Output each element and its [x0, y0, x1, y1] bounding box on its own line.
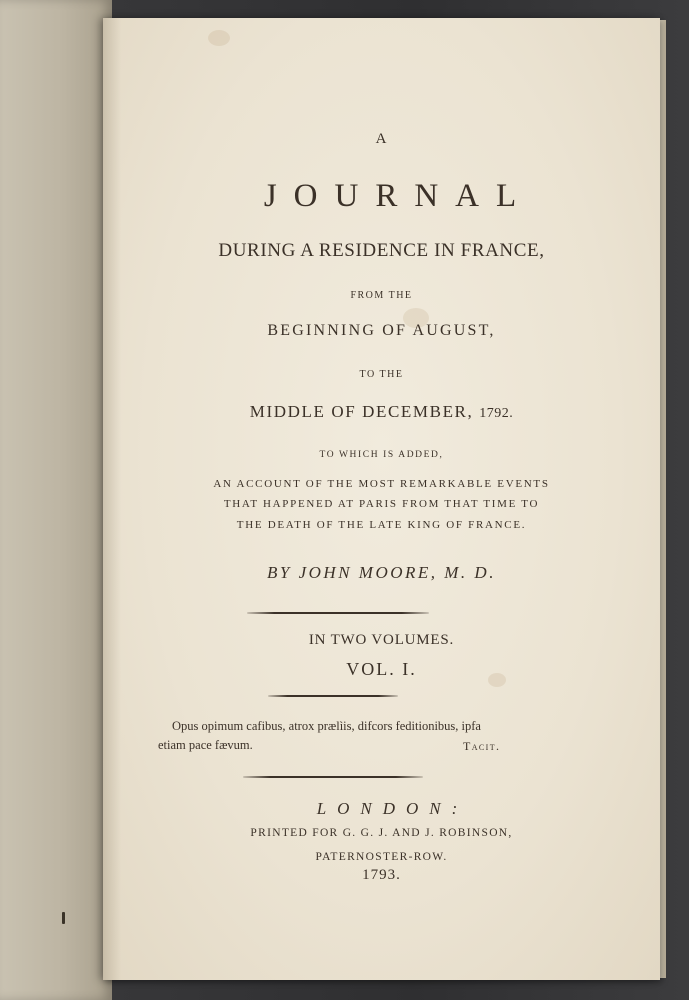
volume-number: VOL. I.	[346, 659, 417, 679]
imprint-city: LONDON:	[316, 799, 469, 818]
middle-year: 1792.	[479, 406, 514, 421]
divider-rule	[268, 695, 398, 697]
motto-source: Tacit.	[463, 739, 501, 753]
beginning-line: BEGINNING OF AUGUST,	[267, 322, 496, 339]
motto-line: etiam pace fævum.	[158, 738, 253, 752]
foxing-spot	[208, 30, 230, 46]
title-article: A	[375, 131, 388, 147]
volumes-line: IN TWO VOLUMES.	[308, 632, 455, 648]
account-line: THAT HAPPENED AT PARIS FROM THAT TIME TO	[223, 498, 540, 510]
title-main: JOURNAL	[263, 178, 534, 214]
to-which-added-label: TO WHICH IS ADDED,	[319, 450, 444, 460]
board-ink-mark	[62, 912, 65, 924]
title-subtitle: DURING A RESIDENCE IN FRANCE,	[218, 240, 545, 261]
imprint-printer: PRINTED FOR G. G. J. AND J. ROBINSON,	[250, 827, 513, 839]
cover-board	[0, 0, 112, 1000]
account-line: AN ACCOUNT OF THE MOST REMARKABLE EVENTS	[213, 478, 550, 490]
motto-line: Opus opimum cafibus, atrox prælìis, difcors feditionibus, ipfa	[172, 719, 481, 733]
divider-rule	[243, 776, 423, 778]
from-the-label: FROM THE	[350, 290, 413, 301]
middle-text: MIDDLE OF DECEMBER,	[249, 402, 474, 421]
page-edge	[660, 20, 666, 978]
to-the-label: TO THE	[359, 369, 404, 380]
author-line: BY JOHN MOORE, M. D.	[267, 563, 496, 582]
imprint-year: 1793.	[362, 867, 401, 883]
imprint-address: PATERNOSTER-ROW.	[315, 851, 448, 863]
divider-rule	[247, 612, 429, 614]
middle-line	[103, 402, 660, 422]
account-line: THE DEATH OF THE LATE KING OF FRANCE.	[236, 519, 527, 531]
